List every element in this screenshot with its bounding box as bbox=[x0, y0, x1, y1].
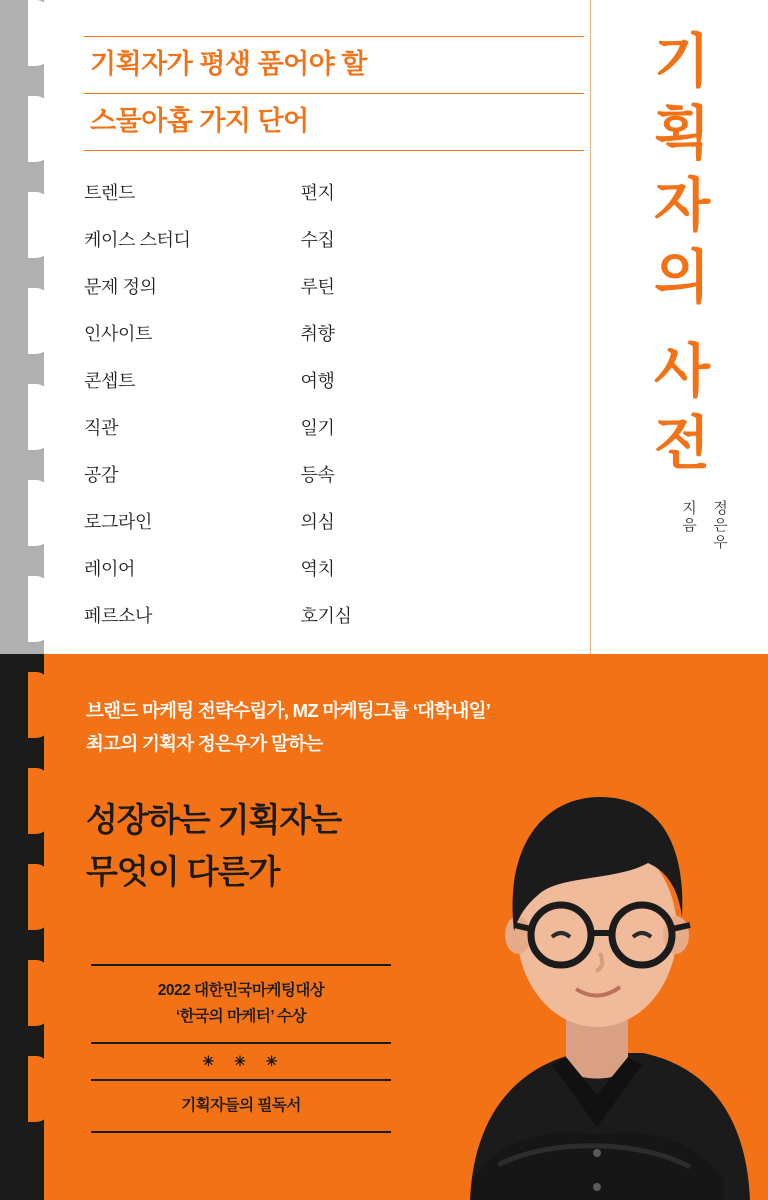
keyword-column-right bbox=[301, 170, 352, 640]
title-spacer bbox=[636, 314, 728, 336]
keyword-item: 로그라인 bbox=[84, 512, 152, 532]
award-line-1: 2022 대한민국마케팅대상 bbox=[157, 982, 325, 999]
keyword-item: 취향 bbox=[300, 324, 335, 344]
keyword-column-left bbox=[84, 170, 191, 640]
subtitle-block bbox=[84, 36, 584, 151]
spine-notch bbox=[28, 288, 50, 354]
headline-line-1: 성장하는 기획자는 bbox=[86, 801, 342, 838]
spine-notch bbox=[28, 480, 50, 546]
keyword-item: 레이어 bbox=[84, 559, 135, 579]
rule-bottom bbox=[84, 150, 584, 151]
author-block bbox=[678, 500, 730, 551]
tagline: 기획자들의 필독서 bbox=[181, 1097, 301, 1114]
keyword-item: 콘셉트 bbox=[84, 371, 135, 391]
awards-block bbox=[86, 964, 396, 1133]
kicker-line-2: 최고의 기획자 정은우가 말하는 bbox=[86, 733, 323, 754]
book-title-part-1: 기획자의 bbox=[653, 29, 711, 310]
spine-notch bbox=[28, 0, 50, 66]
spine-notch bbox=[28, 1056, 50, 1122]
keyword-item: 케이스 스터디 bbox=[84, 230, 191, 250]
keyword-item: 루틴 bbox=[300, 277, 335, 297]
headline-block bbox=[86, 794, 341, 898]
spine-notch bbox=[28, 960, 50, 1026]
subtitle-line-1: 기획자가 평생 품어야 할 bbox=[90, 49, 367, 79]
keyword-item: 의심 bbox=[300, 512, 335, 532]
book-title bbox=[636, 26, 728, 480]
spine-notch bbox=[28, 672, 50, 738]
headline-line-2: 무엇이 다른가 bbox=[86, 853, 280, 890]
cover-bottom-panel bbox=[0, 654, 768, 1200]
spine-notch bbox=[28, 384, 50, 450]
award-rule-bottom bbox=[91, 1131, 391, 1133]
keyword-item: 인사이트 bbox=[84, 324, 152, 344]
keyword-item: 트렌드 bbox=[84, 183, 135, 203]
keyword-item: 일기 bbox=[300, 418, 335, 438]
kicker-line-1: 브랜드 마케팅 전략수립가, MZ 마케팅그룹 ‘대학내일’ bbox=[86, 700, 491, 721]
spine-notch bbox=[28, 192, 50, 258]
keyword-item: 편지 bbox=[300, 183, 335, 203]
keyword-item: 여행 bbox=[300, 371, 335, 391]
subtitle-line-2: 스물아홉 가지 단어 bbox=[90, 106, 309, 136]
spine-notch-group bbox=[28, 0, 50, 1200]
award-text-group bbox=[86, 966, 396, 1042]
keyword-item: 직관 bbox=[84, 418, 118, 438]
author-name: 정은우 bbox=[711, 500, 728, 551]
stars-separator: ✳ ✳ ✳ bbox=[202, 1053, 286, 1069]
keyword-item: 문제 정의 bbox=[84, 277, 157, 297]
keyword-item: 수집 bbox=[300, 230, 335, 250]
keyword-item: 호기심 bbox=[300, 606, 352, 626]
keyword-list bbox=[84, 170, 584, 640]
book-title-part-2: 사전 bbox=[653, 339, 711, 476]
spine-notch bbox=[28, 96, 50, 162]
keyword-item: 공감 bbox=[84, 465, 118, 485]
author-role: 지음 bbox=[680, 500, 697, 534]
keyword-item: 역치 bbox=[300, 559, 335, 579]
spine-notch bbox=[28, 576, 50, 642]
keyword-item: 등속 bbox=[300, 465, 335, 485]
author-portrait bbox=[428, 735, 758, 1200]
award-line-2: ‘한국의 마케터’ 수상 bbox=[175, 1008, 307, 1025]
spine-notch bbox=[28, 864, 50, 930]
keyword-item: 페르소나 bbox=[84, 606, 152, 626]
spine-notch bbox=[28, 768, 50, 834]
vertical-divider bbox=[590, 0, 591, 654]
